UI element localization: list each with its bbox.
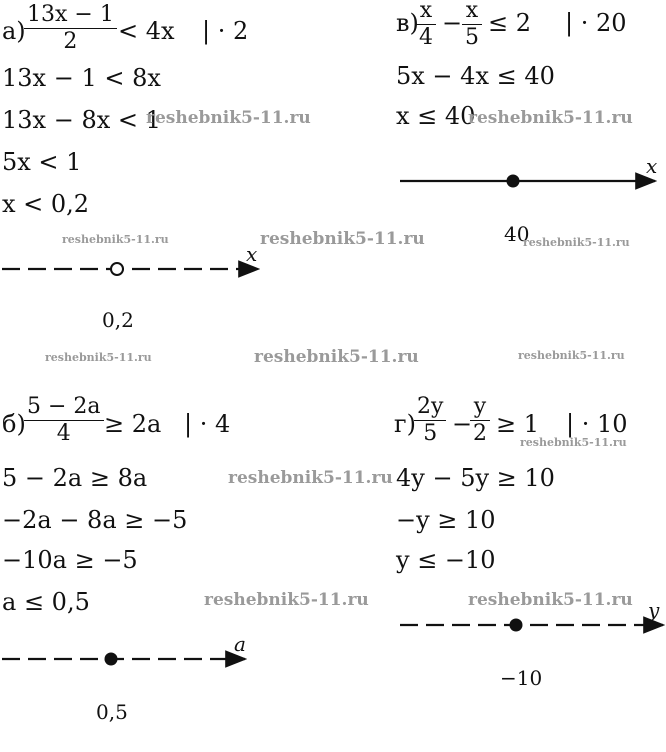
- step-b-2: −2a − 8a ≥ −5: [2, 506, 188, 534]
- step-a-4: x < 0,2: [2, 190, 90, 218]
- fraction-b-denominator: 4: [56, 421, 71, 446]
- label-part-a: а): [2, 17, 26, 45]
- point-label-a: 0,2: [102, 308, 134, 332]
- label-part-g: г): [394, 410, 416, 438]
- rhs-b: ≥ 2a: [104, 410, 162, 438]
- multiplier-v: | · 20: [565, 9, 627, 37]
- rhs-g: ≥ 1: [496, 410, 540, 438]
- fraction-v-2-denominator: 5: [465, 25, 479, 50]
- watermark: reshebnik5-11.ru: [146, 108, 311, 128]
- step-b-1: 5 − 2a ≥ 8a: [2, 464, 148, 492]
- watermark: reshebnik5-11.ru: [518, 349, 625, 362]
- fraction-v-1-denominator: 4: [419, 25, 433, 50]
- fraction-b: [24, 394, 104, 447]
- axis-var-g: y: [648, 598, 660, 622]
- filled-point-g: [510, 619, 523, 632]
- watermark: reshebnik5-11.ru: [468, 590, 633, 610]
- point-label-v: 40: [504, 222, 530, 246]
- watermark: reshebnik5-11.ru: [468, 108, 633, 128]
- step-g-1: 4y − 5y ≥ 10: [396, 464, 555, 492]
- minus-g: −: [452, 410, 473, 438]
- axis-var-v: x: [646, 154, 658, 178]
- watermark: reshebnik5-11.ru: [260, 229, 425, 249]
- rhs-v: ≤ 2: [488, 9, 532, 37]
- fraction-v-2-numerator: x: [462, 0, 482, 25]
- step-v-2: x ≤ 40: [396, 102, 476, 130]
- multiplier-g: | · 10: [566, 410, 628, 438]
- fraction-g-1-denominator: 5: [423, 421, 438, 446]
- filled-point-v: [507, 175, 520, 188]
- fraction-v-1: [416, 0, 436, 51]
- fraction-b-numerator: 5 − 2a: [24, 394, 104, 421]
- rhs-a: < 4x: [118, 17, 175, 45]
- label-part-b: б): [2, 410, 26, 438]
- fraction-v-1-numerator: x: [416, 0, 436, 25]
- fraction-a-denominator: 2: [63, 29, 78, 54]
- watermark: reshebnik5-11.ru: [204, 590, 369, 610]
- step-a-3: 5x < 1: [2, 148, 82, 176]
- watermark: reshebnik5-11.ru: [520, 436, 627, 449]
- fraction-g-1: [414, 394, 446, 447]
- step-g-2: −y ≥ 10: [396, 506, 496, 534]
- step-b-3: −10a ≥ −5: [2, 546, 138, 574]
- filled-point-b: [105, 653, 118, 666]
- step-b-4: a ≤ 0,5: [2, 588, 90, 616]
- watermark: reshebnik5-11.ru: [254, 347, 419, 367]
- step-g-3: y ≤ −10: [396, 546, 496, 574]
- fraction-v-2: [462, 0, 482, 51]
- point-label-b: 0,5: [96, 700, 128, 724]
- fraction-a: [24, 2, 117, 55]
- fraction-a-numerator: 13x − 1: [24, 2, 117, 29]
- fraction-g-2-denominator: 2: [473, 421, 487, 446]
- axis-var-a: x: [246, 242, 258, 266]
- axis-var-b: a: [234, 632, 246, 656]
- open-point-a: [111, 263, 123, 275]
- fraction-g-2: [470, 394, 490, 447]
- step-v-1: 5x − 4x ≤ 40: [396, 62, 555, 90]
- fraction-g-1-numerator: 2y: [414, 394, 446, 421]
- step-a-2: 13x − 8x < 1: [2, 106, 161, 134]
- watermark: reshebnik5-11.ru: [62, 233, 169, 246]
- step-a-1: 13x − 1 < 8x: [2, 64, 161, 92]
- fraction-g-2-numerator: y: [470, 394, 490, 421]
- minus-v: −: [442, 9, 463, 37]
- label-part-v: в): [396, 9, 419, 37]
- watermark: reshebnik5-11.ru: [45, 351, 152, 364]
- multiplier-a: | · 2: [202, 17, 249, 45]
- watermark: reshebnik5-11.ru: [228, 468, 393, 488]
- multiplier-b: | · 4: [184, 410, 231, 438]
- watermark: reshebnik5-11.ru: [523, 236, 630, 249]
- point-label-g: −10: [500, 666, 543, 690]
